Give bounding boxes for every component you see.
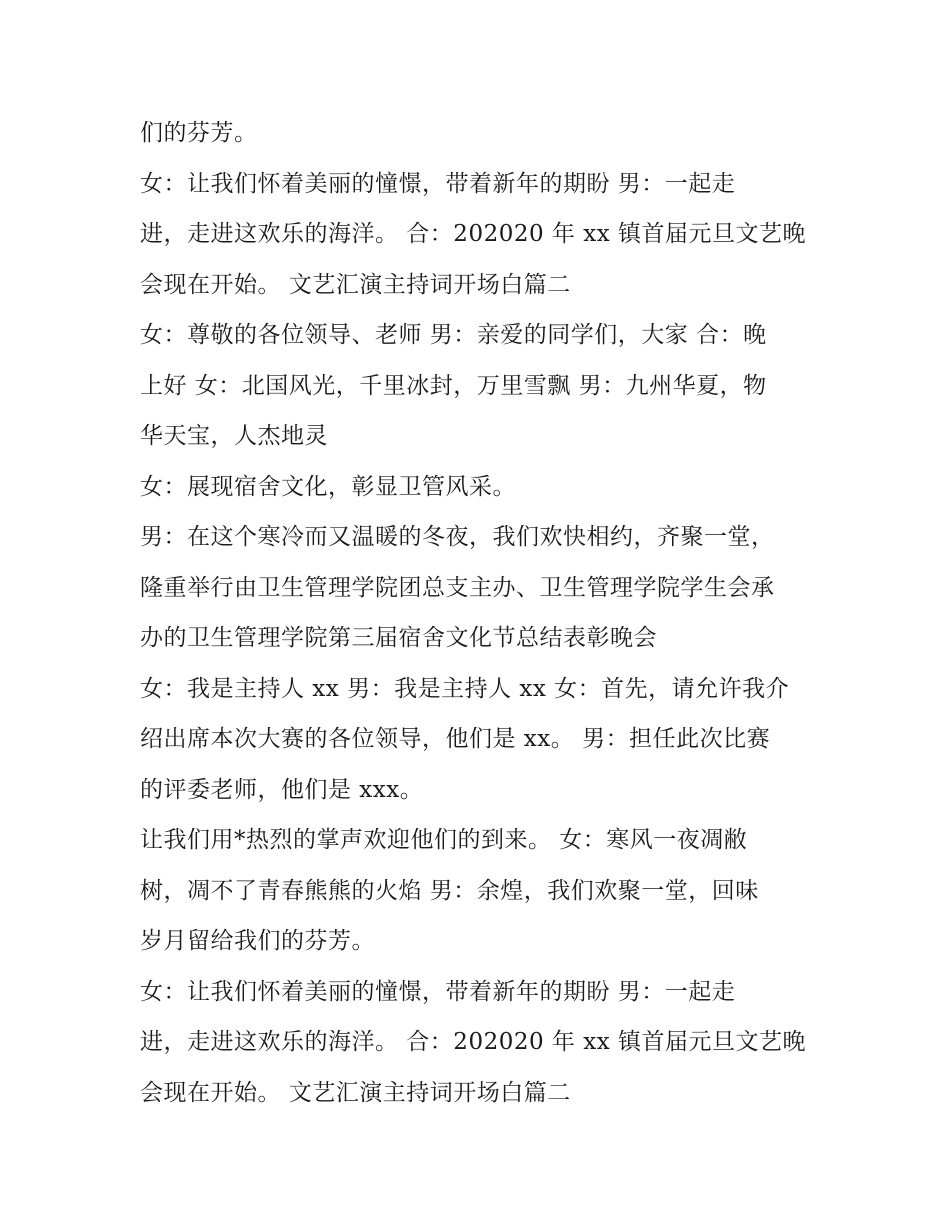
text-line: 会现在开始。 文艺汇演主持词开场白篇二	[140, 1079, 571, 1106]
text-line: 女：让我们怀着美丽的憧憬，带着新年的期盼 男：一起走	[140, 978, 736, 1005]
document-body	[140, 108, 830, 1118]
text-line: 让我们用*热烈的掌声欢迎他们的到来。 女：寒风一夜凋敝	[140, 827, 748, 853]
text-line: 树，凋不了青春熊熊的火焰 男：余煌，我们欢聚一堂，回味	[140, 877, 759, 904]
text-line: 男：在这个寒冷而又温暖的冬夜，我们欢快相约，齐聚一堂，	[140, 524, 775, 550]
text-line: 的评委老师，他们是 xxx。	[140, 776, 424, 803]
text-line: 女：我是主持人 xx 男：我是主持人 xx 女：首先，请允许我介	[140, 675, 790, 702]
text-line: 岁月留给我们的芬芳。	[140, 928, 375, 954]
text-line: 会现在开始。 文艺汇演主持词开场白篇二	[140, 271, 571, 298]
text-line: 女：让我们怀着美丽的憧憬，带着新年的期盼 男：一起走	[140, 170, 736, 197]
text-line: 华天宝，人杰地灵	[140, 423, 328, 449]
text-line: 女：展现宿舍文化，彰显卫管风采。	[140, 473, 516, 500]
text-line: 隆重举行由卫生管理学院团总支主办、卫生管理学院学生会承	[140, 574, 775, 601]
text-line: 绍出席本次大赛的各位领导，他们是 xx。 男：担任此次比赛	[140, 726, 771, 752]
text-line: 上好 女：北国风光，千里冰封，万里雪飘 男：九州华夏，物	[140, 372, 767, 399]
text-line: 进，走进这欢乐的海洋。 合：202020 年 xx 镇首届元旦文艺晚	[140, 221, 806, 247]
text-line: 进，走进这欢乐的海洋。 合：202020 年 xx 镇首届元旦文艺晚	[140, 1029, 806, 1055]
text-line: 们的芬芳。	[140, 120, 258, 146]
text-line: 办的卫生管理学院第三届宿舍文化节总结表彰晚会	[140, 625, 657, 651]
text-line: 女：尊敬的各位领导、老师 男：亲爱的同学们，大家 合：晚	[140, 322, 767, 348]
